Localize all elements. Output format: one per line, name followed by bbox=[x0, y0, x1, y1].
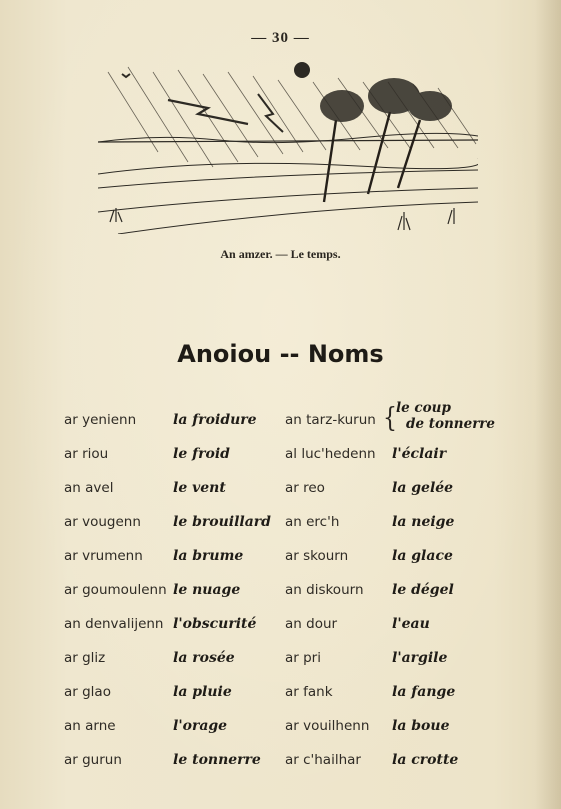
french-word: la brume bbox=[173, 548, 244, 564]
french-word: le nuage bbox=[173, 582, 241, 598]
breton-word: al luc'hedenn bbox=[285, 446, 376, 462]
breton-word: an erc'h bbox=[285, 514, 340, 530]
breton-word: ar pri bbox=[285, 650, 321, 666]
french-word-line: de tonnerre bbox=[406, 416, 496, 432]
brace-symbol: { bbox=[383, 402, 397, 435]
french-word: l'éclair bbox=[392, 446, 447, 462]
french-word: la rosée bbox=[173, 650, 235, 666]
breton-word: ar skourn bbox=[285, 548, 349, 564]
vocab-row bbox=[58, 548, 528, 574]
vocab-row bbox=[58, 480, 528, 506]
french-word: la crotte bbox=[392, 752, 459, 768]
section-title: Anoiou -- Noms bbox=[177, 340, 384, 368]
french-word-multiline bbox=[396, 400, 495, 432]
french-word: la pluie bbox=[173, 684, 232, 700]
vocab-row bbox=[58, 446, 528, 472]
breton-word: ar vouilhenn bbox=[285, 718, 370, 734]
breton-word: an avel bbox=[64, 480, 114, 496]
french-word: la gelée bbox=[392, 480, 454, 496]
french-word: la glace bbox=[392, 548, 453, 564]
french-word: le tonnerre bbox=[173, 752, 261, 768]
vocabulary-table bbox=[58, 400, 528, 782]
breton-word: an diskourn bbox=[285, 582, 364, 598]
breton-word: ar riou bbox=[64, 446, 109, 462]
breton-word: an arne bbox=[64, 718, 116, 734]
breton-word: an tarz-kurun bbox=[285, 412, 376, 428]
french-word: le dégel bbox=[392, 582, 454, 598]
french-word: le vent bbox=[173, 480, 226, 496]
breton-word: ar vougenn bbox=[64, 514, 141, 530]
french-word: l'orage bbox=[173, 718, 228, 734]
french-word: l'eau bbox=[392, 616, 430, 632]
breton-word: an denvalijenn bbox=[64, 616, 164, 632]
breton-word: an dour bbox=[285, 616, 338, 632]
breton-word: ar fank bbox=[285, 684, 333, 700]
breton-word: ar yenienn bbox=[64, 412, 137, 428]
vocab-row bbox=[58, 684, 528, 710]
page-number: — 30 — bbox=[251, 30, 310, 46]
french-word: l'argile bbox=[392, 650, 448, 666]
vocab-row bbox=[58, 718, 528, 744]
breton-word: ar reo bbox=[285, 480, 325, 496]
page-gutter-shadow bbox=[535, 0, 561, 809]
french-word-line: le coup bbox=[396, 400, 451, 416]
breton-word: ar glao bbox=[64, 684, 111, 700]
breton-word: ar c'hailhar bbox=[285, 752, 361, 768]
french-word: la boue bbox=[392, 718, 450, 734]
french-word: la froidure bbox=[173, 412, 257, 428]
french-word: la fange bbox=[392, 684, 456, 700]
illustration-caption: An amzer. — Le temps. bbox=[220, 247, 341, 261]
breton-word: ar goumoulenn bbox=[64, 582, 167, 598]
vocab-row bbox=[58, 400, 528, 438]
breton-word: ar vrumenn bbox=[64, 548, 143, 564]
vocab-row bbox=[58, 616, 528, 642]
french-word: le brouillard bbox=[173, 514, 271, 530]
vocab-row bbox=[58, 752, 528, 778]
french-word: la neige bbox=[392, 514, 455, 530]
vocab-row bbox=[58, 514, 528, 540]
storm-landscape-illustration bbox=[98, 62, 478, 234]
breton-word: ar gurun bbox=[64, 752, 122, 768]
french-word: l'obscurité bbox=[173, 616, 257, 632]
vocab-row bbox=[58, 650, 528, 676]
vocab-row bbox=[58, 582, 528, 608]
breton-word: ar gliz bbox=[64, 650, 106, 666]
french-word: le froid bbox=[173, 446, 230, 462]
